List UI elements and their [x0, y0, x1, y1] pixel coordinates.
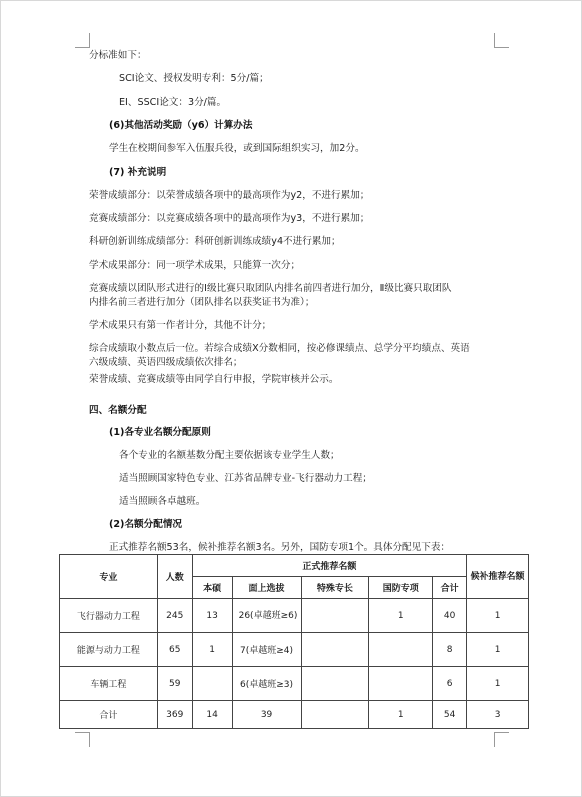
cell-major: 合计 — [60, 701, 158, 729]
section-heading: (6)其他活动奖励（y6）计算办法 — [109, 120, 253, 131]
cell-mianshang: 7(卓越班≥4) — [232, 633, 301, 667]
text-line: 学术成果部分：同一项学术成果，只能算一次分； — [89, 260, 301, 271]
text-line: SCI论文、授权发明专利：5分/篇； — [119, 73, 269, 84]
text-line: 荣誉成绩、竞赛成绩等由同学自行申报，学院审核并公示。 — [89, 374, 339, 385]
cell-defense: 1 — [369, 701, 433, 729]
header-total: 合计 — [433, 577, 467, 599]
cell-special — [301, 633, 369, 667]
text-line: 内排名前三者进行加分（团队排名以获奖证书为准）； — [89, 297, 315, 308]
text-line: 科研创新训练成绩部分：科研创新训练成绩y4不进行累加； — [89, 236, 341, 247]
section-heading: (2)名额分配情况 — [109, 519, 183, 530]
cell-benshuo — [192, 667, 232, 701]
cell-count: 59 — [157, 667, 192, 701]
text-line: 六级成绩、英语四级成绩依次排名； — [89, 357, 243, 368]
cell-total: 8 — [433, 633, 467, 667]
cell-mianshang: 26(卓越班≥6) — [232, 599, 301, 633]
header-special: 特殊专长 — [301, 577, 369, 599]
cell-major: 车辆工程 — [60, 667, 158, 701]
header-major: 专业 — [60, 555, 158, 599]
cell-alternate: 3 — [467, 701, 529, 729]
cell-alternate: 1 — [467, 667, 529, 701]
cell-total: 40 — [433, 599, 467, 633]
section-heading: (7) 补充说明 — [109, 167, 167, 178]
cell-total: 6 — [433, 667, 467, 701]
header-defense: 国防专项 — [369, 577, 433, 599]
cell-special — [301, 667, 369, 701]
cell-alternate: 1 — [467, 599, 529, 633]
cell-major: 能源与动力工程 — [60, 633, 158, 667]
table-row — [60, 599, 529, 633]
text-line: 正式推荐名额53名，候补推荐名额3名。另外，国防专项1个。具体分配见下表： — [109, 542, 451, 553]
cell-defense — [369, 667, 433, 701]
table-row — [60, 667, 529, 701]
cell-defense: 1 — [369, 599, 433, 633]
text-line: EI、SSCI论文：3分/篇。 — [119, 97, 227, 108]
header-mianshang: 面上选拔 — [232, 577, 301, 599]
cell-total: 54 — [433, 701, 467, 729]
table-row — [60, 633, 529, 667]
cell-alternate: 1 — [467, 633, 529, 667]
cell-defense — [369, 633, 433, 667]
cell-count: 65 — [157, 633, 192, 667]
cell-count: 369 — [157, 701, 192, 729]
cell-count: 245 — [157, 599, 192, 633]
cell-mianshang: 39 — [232, 701, 301, 729]
text-line: 分标准如下： — [89, 50, 147, 61]
text-line: 适当照顾各卓越班。 — [119, 496, 206, 507]
cell-mianshang: 6(卓越班≥3) — [232, 667, 301, 701]
crop-mark-top-right — [494, 33, 509, 48]
section-heading: 四、名额分配 — [89, 405, 147, 416]
crop-mark-bottom-left — [75, 732, 90, 747]
text-line: 各个专业的名额基数分配主要依据该专业学生人数； — [119, 450, 340, 461]
text-line: 竞赛成绩部分：以竞赛成绩各项中的最高项作为y3，不进行累加； — [89, 213, 370, 224]
crop-mark-bottom-right — [494, 732, 509, 747]
cell-major: 飞行器动力工程 — [60, 599, 158, 633]
cell-special — [301, 701, 369, 729]
cell-benshuo: 13 — [192, 599, 232, 633]
quota-table — [59, 554, 529, 729]
cell-benshuo: 14 — [192, 701, 232, 729]
header-benshuo: 本硕 — [192, 577, 232, 599]
crop-mark-top-left — [75, 33, 90, 48]
header-alternate: 候补推荐名额 — [467, 555, 529, 599]
text-line: 荣誉成绩部分：以荣誉成绩各项中的最高项作为y2，不进行累加； — [89, 190, 370, 201]
header-formal: 正式推荐名额 — [192, 555, 466, 577]
cell-benshuo: 1 — [192, 633, 232, 667]
text-line: 适当照顾国家特色专业、江苏省品牌专业-飞行器动力工程； — [119, 473, 372, 484]
text-line: 综合成绩取小数点后一位。若综合成绩Ⅹ分数相同，按必修课绩点、总学分平均绩点、英语 — [89, 343, 470, 354]
section-heading: (1)各专业名额分配原则 — [109, 427, 211, 438]
cell-special — [301, 599, 369, 633]
text-line: 学术成果只有第一作者计分，其他不计分； — [89, 320, 272, 331]
table-row-total — [60, 701, 529, 729]
header-count: 人数 — [157, 555, 192, 599]
text-line: 竞赛成绩以团队形式进行的Ⅰ级比赛只取团队内排名前四者进行加分，Ⅱ级比赛只取团队 — [89, 283, 452, 294]
text-line: 学生在校期间参军入伍服兵役，或到国际组织实习，加2分。 — [109, 143, 365, 154]
